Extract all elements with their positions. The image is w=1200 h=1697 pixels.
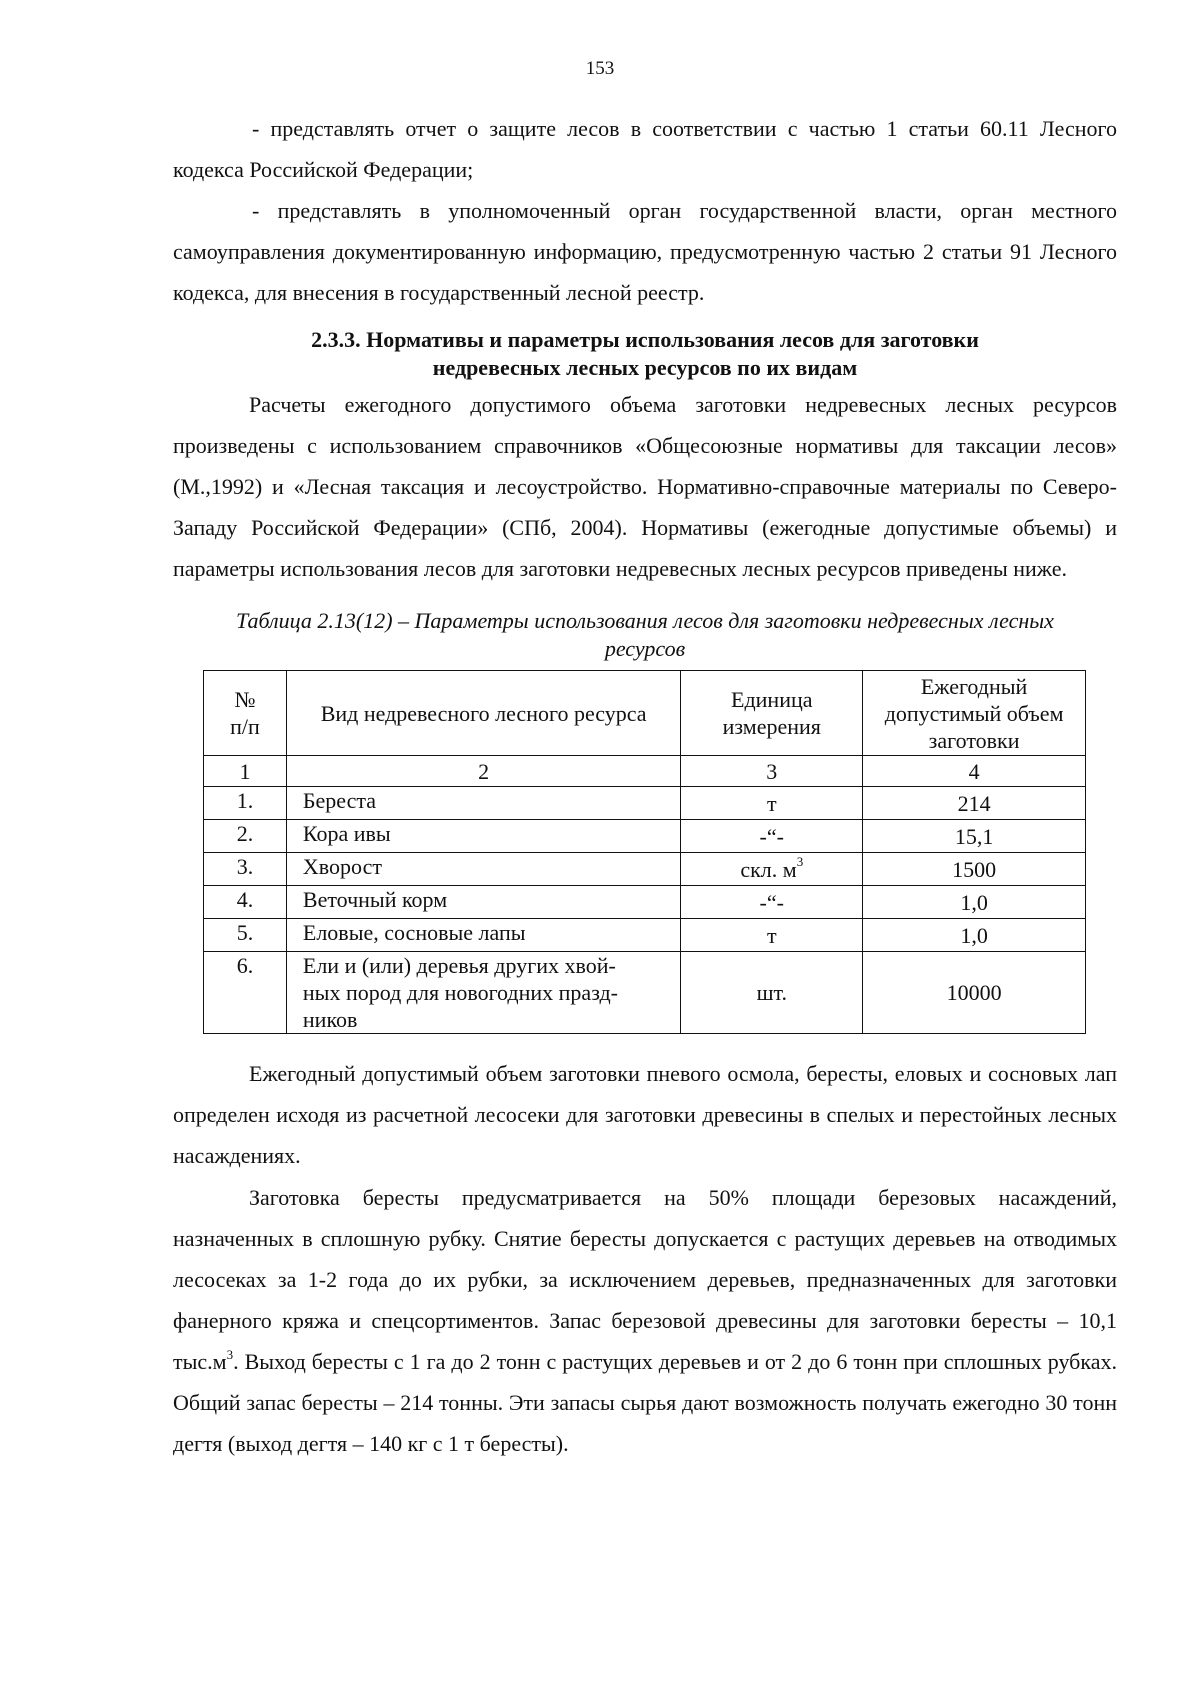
resource-unit: -“- bbox=[681, 886, 863, 919]
table-row bbox=[204, 787, 1086, 820]
resource-unit: т bbox=[681, 787, 863, 820]
resource-volume: 1,0 bbox=[863, 886, 1086, 919]
resource-volume: 1,0 bbox=[863, 919, 1086, 952]
section-heading-line2: недревесных лесных ресурсов по их видам bbox=[432, 355, 858, 380]
document-body bbox=[173, 108, 1117, 1464]
resource-volume: 15,1 bbox=[863, 820, 1086, 853]
section-heading bbox=[173, 326, 1117, 382]
resource-name: Еловые, сосновые лапы bbox=[286, 919, 680, 952]
resource-name: Кора ивы bbox=[286, 820, 680, 853]
row-number: 1. bbox=[204, 787, 287, 820]
row-number: 4. bbox=[204, 886, 287, 919]
header-annual-volume bbox=[863, 671, 1086, 756]
birch-bark-text-end: . Выход бересты с 1 га до 2 тонн с растущих деревьев и от 2 до 6 тонн при сплошных рубках. Общий запас бересты – 214 тонны. Эти запасы сырья дают возможность получать ежегодно 30 тонн дегтя (выход дегтя – 140 кг с 1 т бересты). bbox=[173, 1349, 1117, 1456]
header-unit bbox=[681, 671, 863, 756]
paragraph-forest-protection-report: - представлять отчет о защите лесов в соответствии с частью 1 статьи 60.11 Лесного кодекса Российской Федерации; bbox=[173, 116, 1117, 182]
table-header-row bbox=[204, 671, 1086, 756]
column-number: 2 bbox=[286, 756, 680, 787]
header-number-line2: п/п bbox=[230, 714, 260, 739]
row-number: 3. bbox=[204, 853, 287, 886]
table-row bbox=[204, 952, 1086, 1034]
column-number: 4 bbox=[863, 756, 1086, 787]
resource-volume: 10000 bbox=[863, 952, 1086, 1034]
resource-unit: -“- bbox=[681, 820, 863, 853]
resource-volume: 1500 bbox=[863, 853, 1086, 886]
resources-table bbox=[203, 670, 1086, 1034]
row-number: 2. bbox=[204, 820, 287, 853]
header-number-line1: № bbox=[234, 687, 256, 712]
table-row bbox=[204, 919, 1086, 952]
column-number: 3 bbox=[681, 756, 863, 787]
header-volume-line1: Ежегодный bbox=[920, 673, 1028, 699]
resource-name-line3: ников bbox=[302, 1007, 358, 1032]
page-number: 153 bbox=[585, 58, 615, 79]
paragraph-birch-bark bbox=[173, 1177, 1117, 1464]
resource-unit bbox=[681, 853, 863, 886]
row-number: 5. bbox=[204, 919, 287, 952]
header-volume-line2: допустимый объем bbox=[884, 700, 1064, 726]
table-caption-line2: ресурсов bbox=[604, 636, 686, 661]
table-row bbox=[204, 886, 1086, 919]
cubic-superscript: 3 bbox=[226, 1346, 234, 1362]
resource-name-line1: Ели и (или) деревья других хвой- bbox=[302, 953, 616, 978]
resource-name: Береста bbox=[286, 787, 680, 820]
paragraph-calculation-intro: Расчеты ежегодного допустимого объема заготовки недревесных лесных ресурсов произведены с использованием справочников «Общесоюзные нормативы для таксации лесов» (М.,1992) и «Лесная таксация и лесоустройство. Нормативно-справочные материалы по Северо-Западу Российской Федерации» (СПб, 2004). Нормативы (ежегодные допустимые объемы) и параметры использования лесов для заготовки недревесных лесных ресурсов приведены ниже. bbox=[173, 392, 1117, 581]
table-caption bbox=[173, 607, 1117, 663]
header-volume-line3: заготовки bbox=[928, 727, 1020, 753]
resource-name bbox=[286, 952, 680, 1034]
row-number: 6. bbox=[204, 952, 287, 1034]
table-row bbox=[204, 853, 1086, 886]
header-unit-line1: Единица bbox=[731, 687, 813, 712]
resource-name: Веточный корм bbox=[286, 886, 680, 919]
resource-unit: шт. bbox=[681, 952, 863, 1034]
header-unit-line2: измерения bbox=[722, 714, 821, 739]
table-caption-line1: Таблица 2.13(12) – Параметры использования лесов для заготовки недревесных лесных bbox=[236, 608, 1054, 633]
paragraph-forest-registry-info: - представлять в уполномоченный орган государственной власти, орган местного самоуправления документированную информацию, предусмотренную частью 2 статьи 91 Лесного кодекса, для внесения в государственный лесной реестр. bbox=[173, 198, 1117, 305]
column-number-row bbox=[204, 756, 1086, 787]
birch-bark-text-start: Заготовка бересты предусматривается на 50% площади березовых насаждений, назначенных в сплошную рубку. Снятие бересты допускается с растущих деревьев на отводимых лесосеках за 1-2 года до их рубки, за исключением деревьев, предназначенных для заготовки фанерного кряжа и спецсортиментов. Запас березовой древесины для заготовки бересты – 10,1 тыс.м bbox=[173, 1185, 1117, 1374]
unit-superscript: 3 bbox=[796, 854, 804, 870]
resource-volume: 214 bbox=[863, 787, 1086, 820]
unit-text: скл. м bbox=[740, 856, 797, 882]
resource-name: Хворост bbox=[286, 853, 680, 886]
paragraph-annual-volume: Ежегодный допустимый объем заготовки пневого осмола, бересты, еловых и сосновых лап определен исходя из расчетной лесосеки для заготовки древесины в спелых и перестойных лесных насаждениях. bbox=[173, 1061, 1117, 1168]
header-number bbox=[204, 671, 287, 756]
resource-name-line2: ных пород для новогодних празд- bbox=[302, 980, 619, 1005]
resource-unit: т bbox=[681, 919, 863, 952]
section-heading-line1: 2.3.3. Нормативы и параметры использования лесов для заготовки bbox=[311, 327, 979, 352]
table-row bbox=[204, 820, 1086, 853]
column-number: 1 bbox=[204, 756, 287, 787]
header-resource-type: Вид недревесного лесного ресурса bbox=[286, 671, 680, 756]
